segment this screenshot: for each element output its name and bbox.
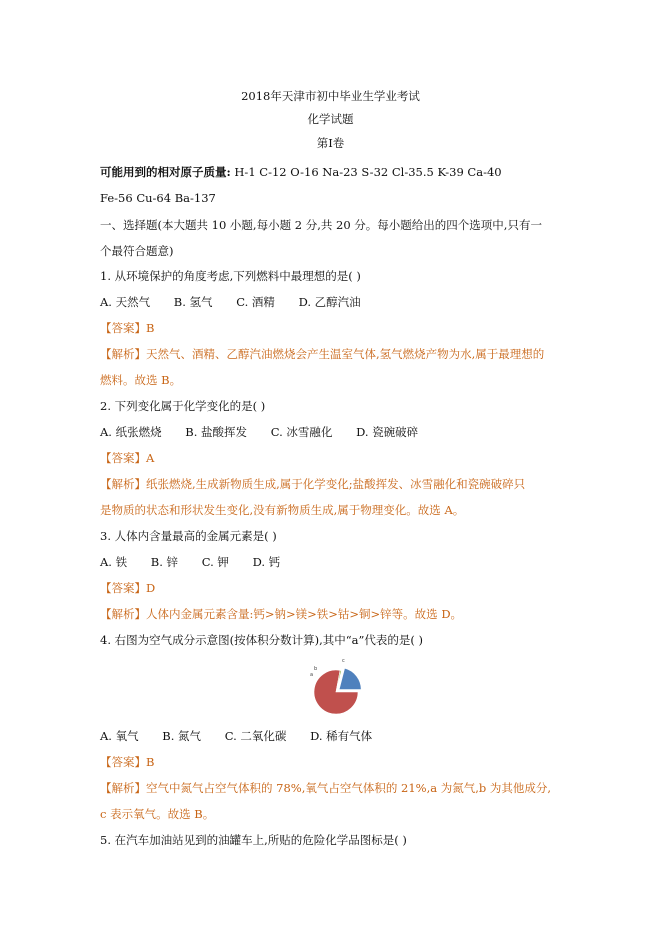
question-2-analysis-line1: 【解析】纸张燃烧,生成新物质生成,属于化学变化;盐酸挥发、冰雪融化和瓷碗破碎只 (100, 477, 526, 491)
question-3-option-a: A. 铁 (100, 555, 128, 569)
section-heading-line2: 个最符合题意) (100, 244, 174, 258)
question-1-analysis-line2: 燃料。故选 B。 (100, 373, 182, 387)
question-2-option-d: D. 瓷碗破碎 (356, 425, 419, 439)
question-1-stem: 1. 从环境保护的角度考虑,下列燃料中最理想的是( ) (100, 269, 361, 283)
question-1-analysis-line1: 【解析】天然气、酒精、乙醇汽油燃烧会产生温室气体,氢气燃烧产物为水,属于最理想的 (100, 347, 545, 361)
question-2-option-c: C. 冰雪融化 (270, 425, 333, 439)
question-1-option-a: A. 天然气 (100, 295, 151, 309)
question-5-stem: 5. 在汽车加油站见到的油罐车上,所贴的危险化学品图标是( ) (100, 833, 407, 847)
question-3-stem: 3. 人体内含量最高的金属元素是( ) (100, 529, 277, 543)
question-4-option-a: A. 氧气 (100, 729, 139, 743)
question-2-stem: 2. 下列变化属于化学变化的是( ) (100, 399, 266, 413)
question-4-analysis-line1: 【解析】空气中氮气占空气体积的 78%,氧气占空气体积的 21%,a 为氮气,b 为其他成分, (100, 781, 552, 795)
atomic-mass-values1: H-1 C-12 O-16 Na-23 S-32 Cl-35.5 K-39 Ca-40 (234, 165, 502, 179)
question-3-options (100, 554, 300, 570)
question-2-option-b: B. 盐酸挥发 (185, 425, 248, 439)
exam-volume: 第Ⅰ卷 (316, 136, 345, 150)
question-1-answer: 【答案】B (100, 321, 155, 335)
question-3-option-b: B. 锌 (150, 555, 179, 569)
question-3-option-d: D. 钙 (252, 555, 281, 569)
pie-label-a: a (310, 672, 314, 678)
question-4-analysis-line2: c 表示氧气。故选 B。 (100, 807, 215, 821)
question-4-answer: 【答案】B (100, 755, 155, 769)
question-4-options (100, 728, 392, 744)
question-3-analysis-line1: 【解析】人体内金属元素含量:钙>钠>镁>铁>钴>铜>锌等。故选 D。 (100, 607, 463, 621)
pie-slices (314, 668, 361, 714)
exam-subject: 化学试题 (307, 112, 354, 126)
question-1-option-b: B. 氢气 (173, 295, 213, 309)
atomic-mass-label: 可能用到的相对原子质量: (100, 165, 231, 179)
question-4-option-d: D. 稀有气体 (310, 729, 373, 743)
question-2-options (100, 424, 438, 440)
section-heading-line1: 一、选择题(本大题共 10 小题,每小题 2 分,共 20 分。每小题给出的四个选项中,只有一 (100, 218, 542, 232)
question-3-option-c: C. 钾 (201, 555, 229, 569)
pie-label-c: c (342, 658, 345, 664)
question-4-option-b: B. 氮气 (162, 729, 202, 743)
question-2-answer: 【答案】A (100, 451, 155, 465)
question-2-option-a: A. 纸张燃烧 (100, 425, 162, 439)
exam-title: 2018年天津市初中毕业生学业考试 (241, 89, 420, 103)
question-1-option-d: D. 乙醇汽油 (298, 295, 361, 309)
question-1-option-c: C. 酒精 (236, 295, 275, 309)
question-3-answer: 【答案】D (100, 581, 156, 595)
pie-label-b: b (314, 666, 318, 672)
question-4-option-c: C. 二氧化碳 (224, 729, 287, 743)
question-4-stem: 4. 右图为空气成分示意图(按体积分数计算),其中“a”代表的是( ) (100, 633, 423, 647)
question-1-options (100, 294, 381, 310)
pie-slice-c (339, 668, 361, 689)
air-composition-pie-chart (306, 656, 366, 718)
question-2-analysis-line2: 是物质的状态和形状发生变化,没有新物质生成,属于物理变化。故选 A。 (100, 503, 465, 517)
atomic-mass-line2: Fe-56 Cu-64 Ba-137 (100, 191, 216, 205)
atomic-mass-line1 (100, 164, 502, 180)
